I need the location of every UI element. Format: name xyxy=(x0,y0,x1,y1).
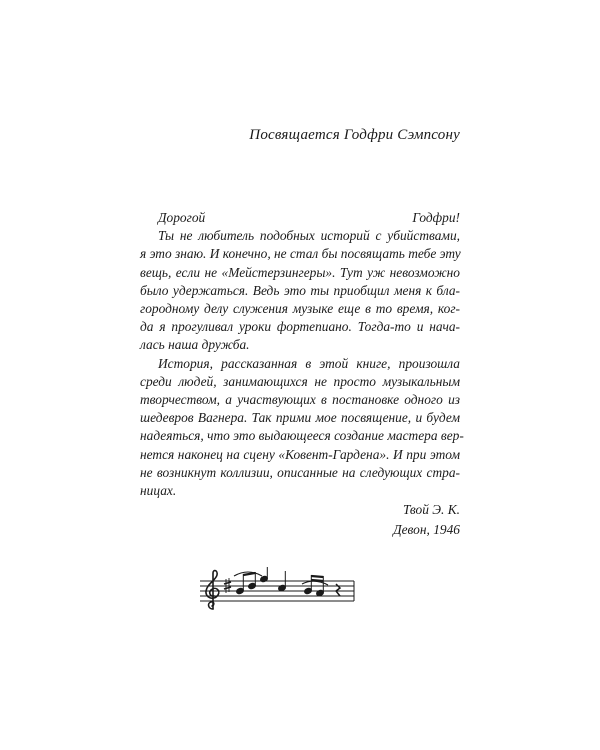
paragraph-1-line: было удержаться. Ведь это ты приобщил меня к бла- xyxy=(140,282,460,298)
paragraph-1-line: Ты не любитель подобных историй с убийствами, xyxy=(158,228,460,244)
paragraph-2-line: ницах. xyxy=(140,483,177,499)
signature-block xyxy=(393,500,460,539)
paragraph-2-line: среди людей, занимающихся не просто музыкальным xyxy=(140,373,460,389)
signature-name: Твой Э. К. xyxy=(402,502,460,517)
paragraph-1-line: я это знаю. И конечно, не стал бы посвящать тебе эту xyxy=(140,246,461,262)
salutation: Дорогой Годфри! xyxy=(158,210,460,225)
paragraph-1-line: лась наша дружба. xyxy=(140,337,250,353)
paragraph-2-line: История, рассказанная в этой книге, произошла xyxy=(158,355,460,371)
paragraph-2-line: творчеством, а участвующих в постановке одного из xyxy=(140,392,460,408)
paragraph-2-line: шедевров Вагнера. Так прими мое посвящение, и будем xyxy=(140,410,460,426)
signature-place-date: Девон, 1946 xyxy=(393,521,460,537)
treble-clef-icon xyxy=(206,571,219,609)
staff-lines xyxy=(200,581,354,601)
music-notation-illustration xyxy=(196,567,356,613)
letter-body xyxy=(140,209,464,500)
paragraph-1-line: городному делу служения музыке еще в то время, ког- xyxy=(140,301,460,317)
paragraph-1-line: вещь, если не «Мейстерзингеры». Тут уж невозможно xyxy=(140,264,460,280)
paragraph-2-line: нется наконец на сцену «Ковент-Гардена». И при этом xyxy=(140,446,460,462)
slur-2 xyxy=(302,581,328,585)
paragraph-2-line: надеяться, что это выдающееся создание мастера вер- xyxy=(140,428,464,444)
paragraph-2-line: не возникнут коллизии, описанные на следующих стра- xyxy=(140,464,460,480)
dedication-line: Посвящается Годфри Сэмпсону xyxy=(249,127,460,143)
notes xyxy=(234,567,340,597)
paragraph-1-line: да я прогуливал уроки фортепиано. Тогда-то и нача- xyxy=(140,319,460,335)
